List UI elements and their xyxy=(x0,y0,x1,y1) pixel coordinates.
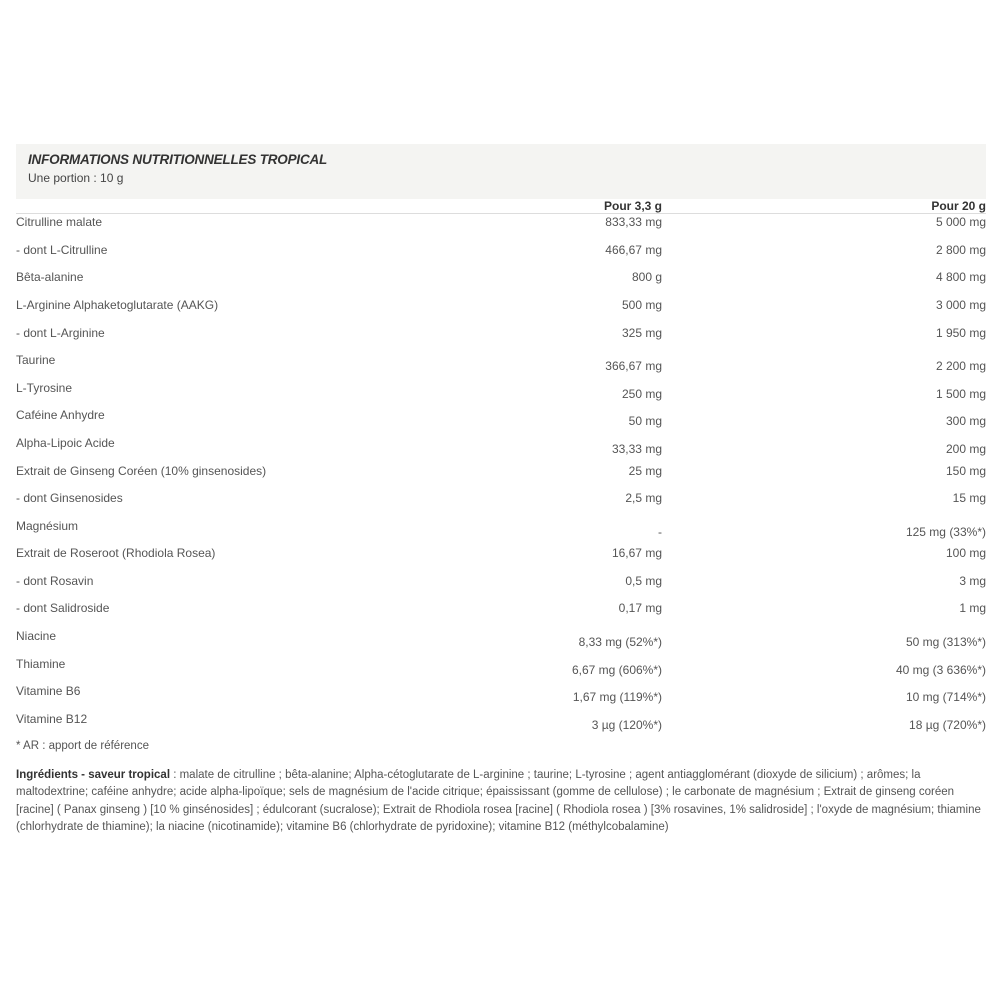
value-per-3-3g: 833,33 mg xyxy=(605,215,662,229)
value-per-20g: 15 mg xyxy=(952,491,986,505)
nutrient-name: Citrulline malate xyxy=(16,215,103,229)
value-per-20g: 125 mg (33%*) xyxy=(905,525,986,539)
value-per-3-3g: 50 mg xyxy=(628,414,662,428)
value-per-20g: 100 mg xyxy=(945,546,986,560)
page-title: INFORMATIONS NUTRITIONNELLES TROPICAL xyxy=(28,152,328,167)
nutrient-name: Caféine Anhydre xyxy=(16,408,105,422)
value-per-20g: 150 mg xyxy=(945,464,986,478)
nutrient-name: Thiamine xyxy=(16,657,66,671)
nutrient-name: Bêta-alanine xyxy=(16,270,84,284)
value-per-3-3g: 33,33 mg xyxy=(611,442,662,456)
value-per-3-3g: 25 mg xyxy=(628,464,662,478)
value-per-20g: 18 µg (720%*) xyxy=(909,718,986,732)
value-per-3-3g: 366,67 mg xyxy=(605,359,662,373)
nutrient-name: Extrait de Roseroot (Rhodiola Rosea) xyxy=(16,546,216,560)
value-per-3-3g: 466,67 mg xyxy=(605,243,662,257)
value-per-3-3g: 6,67 mg (606%*) xyxy=(571,663,662,677)
footnote: * AR : apport de référence xyxy=(16,740,149,752)
nutrient-name: - dont L-Citrulline xyxy=(16,243,108,257)
value-per-3-3g: 0,17 mg xyxy=(618,601,662,615)
value-per-20g: 4 800 mg xyxy=(935,270,986,284)
value-per-3-3g: 3 µg (120%*) xyxy=(591,718,662,732)
value-per-3-3g: 0,5 mg xyxy=(625,574,662,588)
nutrient-name: Extrait de Ginseng Coréen (10% ginsenosides) xyxy=(16,464,267,478)
nutrient-name: - dont Ginsenosides xyxy=(16,491,123,505)
nutrient-name: Alpha-Lipoic Acide xyxy=(16,436,115,450)
value-per-20g: 3 mg xyxy=(959,574,986,588)
value-per-3-3g: 16,67 mg xyxy=(611,546,662,560)
value-per-3-3g: 2,5 mg xyxy=(625,491,662,505)
value-per-20g: 2 800 mg xyxy=(935,243,986,257)
nutrient-name: - dont L-Arginine xyxy=(16,326,105,340)
value-per-3-3g: 800 g xyxy=(631,270,662,284)
portion-size: Une portion : 10 g xyxy=(28,171,124,185)
nutrient-name: L-Arginine Alphaketoglutarate (AAKG) xyxy=(16,298,219,312)
ingredients-text: : malate de citrulline ; bêta-alanine; Alpha-cétoglutarate de L-arginine ; taurine; L-tyrosine ; agent antiagglomérant (dioxyde de silicium) ; arômes; la maltodextrine; caféine anhydre; acide alpha-lipoïque; sels de magnésium de l'acide citrique; épaississant (gomme de cellulose) ; le carbonate de magnésium ; Extrait de ginseng coréen [racine] ( Panax ginseng ) [10 % ginsénosides] ; édulcorant (sucralose); Extrait de Rhodiola rosea [racine] ( Rhodiola rosea ) [3% rosavines, 1% salidroside] ; l'oxyde de magnésium; thiamine (chlorhydrate de thiamine); la niacine (nicotinamide); vitamine B6 (chlorhydrate de pyridoxine); vitamine B12 (méthylcobalamine) xyxy=(16,769,981,833)
column-header-per-3-3g: Pour 3,3 g xyxy=(603,199,662,213)
nutrient-name: Magnésium xyxy=(16,519,79,533)
value-per-3-3g: 250 mg xyxy=(621,387,662,401)
value-per-20g: 1 500 mg xyxy=(935,387,986,401)
value-per-20g: 200 mg xyxy=(945,442,986,456)
nutrient-name: - dont Rosavin xyxy=(16,574,94,588)
value-per-20g: 3 000 mg xyxy=(935,298,986,312)
value-per-20g: 300 mg xyxy=(945,414,986,428)
value-per-20g: 5 000 mg xyxy=(935,215,986,229)
value-per-20g: 40 mg (3 636%*) xyxy=(895,663,986,677)
nutrient-name: Vitamine B12 xyxy=(16,712,88,726)
ingredients-paragraph xyxy=(16,767,984,836)
value-per-3-3g: - xyxy=(658,525,662,539)
nutrient-name: Taurine xyxy=(16,353,56,367)
value-per-20g: 10 mg (714%*) xyxy=(905,690,986,704)
nutrient-name: Niacine xyxy=(16,629,57,643)
value-per-20g: 2 200 mg xyxy=(935,359,986,373)
column-header-per-20g: Pour 20 g xyxy=(931,199,986,213)
nutrient-name: Vitamine B6 xyxy=(16,684,81,698)
value-per-3-3g: 500 mg xyxy=(621,298,662,312)
nutrient-name: L-Tyrosine xyxy=(16,381,73,395)
value-per-20g: 1 950 mg xyxy=(935,326,986,340)
value-per-3-3g: 325 mg xyxy=(621,326,662,340)
nutrient-name: - dont Salidroside xyxy=(16,601,110,615)
value-per-20g: 1 mg xyxy=(959,601,986,615)
value-per-3-3g: 8,33 mg (52%*) xyxy=(578,635,662,649)
value-per-20g: 50 mg (313%*) xyxy=(905,635,986,649)
value-per-3-3g: 1,67 mg (119%*) xyxy=(572,690,662,704)
ingredients-label: Ingrédients - saveur tropical xyxy=(16,769,171,781)
